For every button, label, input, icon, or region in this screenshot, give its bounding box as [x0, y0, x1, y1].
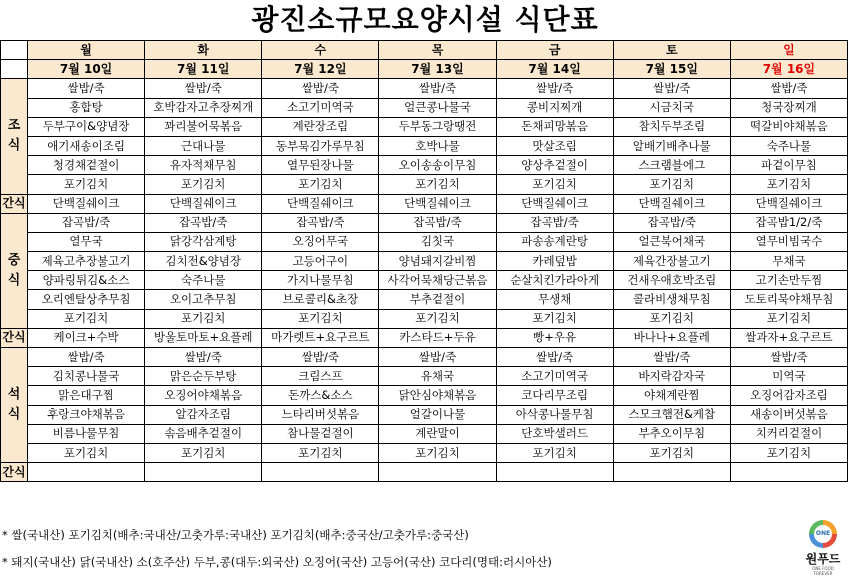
day-header: 금: [496, 41, 613, 60]
menu-cell: 무채국: [730, 252, 847, 271]
company-logo: [803, 520, 843, 576]
menu-cell: 포기김치: [730, 175, 847, 194]
snack-cell: [496, 463, 613, 482]
menu-cell: 계란장조림: [262, 117, 379, 136]
menu-cell: 포기김치: [379, 443, 496, 462]
meal-label-lunch: 중 식: [1, 213, 28, 328]
snack-cell: [613, 463, 730, 482]
menu-cell: 치커리겉절이: [730, 424, 847, 443]
menu-cell: 시금치국: [613, 98, 730, 117]
menu-cell: 김칫국: [379, 232, 496, 251]
menu-cell: 유채국: [379, 367, 496, 386]
menu-cell: 열무된장나물: [262, 156, 379, 175]
menu-cell: 유자적채무침: [145, 156, 262, 175]
menu-cell: 닭강각삼계탕: [145, 232, 262, 251]
snack-cell: 단백질쉐이크: [730, 194, 847, 213]
menu-cell: 김치콩나물국: [28, 367, 145, 386]
date-header: 7월 14일: [496, 60, 613, 79]
menu-cell: 포기김치: [730, 443, 847, 462]
menu-cell: 쌀밥/죽: [496, 348, 613, 367]
day-header: 목: [379, 41, 496, 60]
date-header: 7월 15일: [613, 60, 730, 79]
menu-cell: 가지나물무침: [262, 271, 379, 290]
menu-cell: 잡곡밥/죽: [496, 213, 613, 232]
menu-cell: 미역국: [730, 367, 847, 386]
menu-cell: 오징어감자조림: [730, 386, 847, 405]
menu-cell: 쌀밥/죽: [730, 348, 847, 367]
menu-cell: 떡갈비야채볶음: [730, 117, 847, 136]
snack-cell: [145, 463, 262, 482]
snack-cell: 쌀과자+요구르트: [730, 328, 847, 347]
menu-cell: 참치두부조림: [613, 117, 730, 136]
snack-cell: 바나나+요플레: [613, 328, 730, 347]
menu-cell: 포기김치: [145, 309, 262, 328]
menu-cell: 도토리묵야채무침: [730, 290, 847, 309]
menu-cell: 꽈리불어묵볶음: [145, 117, 262, 136]
menu-cell: 계란말이: [379, 424, 496, 443]
menu-cell: 열무비빔국수: [730, 232, 847, 251]
menu-cell: 오리엔탈상추무침: [28, 290, 145, 309]
date-header: 7월 13일: [379, 60, 496, 79]
snack-cell: 단백질쉐이크: [379, 194, 496, 213]
menu-cell: 야채계란찜: [613, 386, 730, 405]
menu-cell: 잡곡밥/죽: [379, 213, 496, 232]
menu-cell: 얼갈이나물: [379, 405, 496, 424]
menu-cell: 쌀밥/죽: [28, 348, 145, 367]
day-header: 토: [613, 41, 730, 60]
snack-cell: [379, 463, 496, 482]
menu-cell: 스크램블에그: [613, 156, 730, 175]
menu-cell: 포기김치: [28, 175, 145, 194]
header-corner: [1, 41, 28, 60]
menu-cell: 쌀밥/죽: [379, 79, 496, 98]
menu-cell: 호박감자고추장찌개: [145, 98, 262, 117]
menu-cell: 포기김치: [496, 443, 613, 462]
day-header: 수: [262, 41, 379, 60]
menu-cell: 부추겉절이: [379, 290, 496, 309]
menu-cell: 두부동그랑땡전: [379, 117, 496, 136]
menu-cell: 쌀밥/죽: [613, 79, 730, 98]
menu-cell: 쌀밥/죽: [262, 348, 379, 367]
menu-cell: 콩비지찌개: [496, 98, 613, 117]
menu-cell: 쌀밥/죽: [145, 348, 262, 367]
menu-cell: 포기김치: [262, 309, 379, 328]
menu-cell: 고기손만두찜: [730, 271, 847, 290]
menu-cell: 포기김치: [379, 309, 496, 328]
menu-cell: 쌀밥/죽: [145, 79, 262, 98]
menu-cell: 포기김치: [613, 443, 730, 462]
logo-ring-icon: [809, 520, 837, 548]
menu-cell: 오이고추무침: [145, 290, 262, 309]
menu-cell: 돈채피망볶음: [496, 117, 613, 136]
menu-cell: 쌀밥/죽: [730, 79, 847, 98]
menu-cell: 돈까스&소스: [262, 386, 379, 405]
menu-cell: 고등어구이: [262, 252, 379, 271]
origin-note-1: * 쌀(국내산) 포기김치(배추:국내산/고춧가루:국내산) 포기김치(배추:중국산/고춧가루:중국산): [2, 528, 469, 542]
menu-cell: 건새우애호박조림: [613, 271, 730, 290]
snack-cell: [730, 463, 847, 482]
menu-cell: 오이송송이무침: [379, 156, 496, 175]
menu-cell: 소고기미역국: [496, 367, 613, 386]
menu-cell: 단호박샐러드: [496, 424, 613, 443]
logo-ring-text: ONE: [814, 525, 832, 543]
menu-cell: 양념돼지갈비찜: [379, 252, 496, 271]
menu-cell: 맑은순두부탕: [145, 367, 262, 386]
menu-cell: 코다리무조림: [496, 386, 613, 405]
menu-cell: 느타리버섯볶음: [262, 405, 379, 424]
menu-cell: 숙주나물: [145, 271, 262, 290]
menu-cell: 잡곡밥/죽: [145, 213, 262, 232]
snack-cell: 빵+우유: [496, 328, 613, 347]
menu-cell: 포기김치: [496, 175, 613, 194]
menu-cell: 포기김치: [262, 175, 379, 194]
snack-cell: 방울토마토+요플레: [145, 328, 262, 347]
menu-cell: 스모크햄전&케찹: [613, 405, 730, 424]
day-header: 월: [28, 41, 145, 60]
menu-cell: 포기김치: [28, 443, 145, 462]
menu-cell: 잡곡밥/죽: [613, 213, 730, 232]
snack-cell: [262, 463, 379, 482]
snack-cell: 단백질쉐이크: [262, 194, 379, 213]
meal-label-breakfast: 조 식: [1, 79, 28, 194]
menu-cell: 사각어묵채당근볶음: [379, 271, 496, 290]
menu-cell: 알감자조림: [145, 405, 262, 424]
menu-cell: 쌀밥/죽: [28, 79, 145, 98]
menu-cell: 후랑크야채볶음: [28, 405, 145, 424]
menu-cell: 숙주나물: [730, 136, 847, 155]
menu-cell: 포기김치: [262, 443, 379, 462]
logo-name: 원푸드: [805, 552, 841, 566]
menu-cell: 바지락감자국: [613, 367, 730, 386]
snack-label: 간식: [1, 328, 28, 347]
menu-cell: 파겉이무침: [730, 156, 847, 175]
menu-cell: 새송이버섯볶음: [730, 405, 847, 424]
menu-cell: 제육간장불고기: [613, 252, 730, 271]
snack-cell: 단백질쉐이크: [613, 194, 730, 213]
menu-cell: 김치전&양념장: [145, 252, 262, 271]
menu-cell: 동부묵김가루무침: [262, 136, 379, 155]
menu-table: [0, 40, 848, 482]
menu-cell: 맛살조림: [496, 136, 613, 155]
snack-label: 간식: [1, 463, 28, 482]
snack-cell: 단백질쉐이크: [145, 194, 262, 213]
menu-cell: 쌀밥/죽: [496, 79, 613, 98]
date-corner: [1, 60, 28, 79]
menu-cell: 청경채겉절이: [28, 156, 145, 175]
origin-note-2: * 돼지(국내산) 닭(국내산) 소(호주산) 두부,콩(대두:외국산) 오징어(국산) 고등어(국산) 코다리(명태:러시아산): [2, 555, 552, 569]
logo-subtitle: ONE FOOD FOREVER: [812, 566, 834, 576]
menu-cell: 호박나물: [379, 136, 496, 155]
snack-cell: [28, 463, 145, 482]
date-header: 7월 10일: [28, 60, 145, 79]
menu-cell: 잡곡밥/죽: [262, 213, 379, 232]
menu-cell: 무생채: [496, 290, 613, 309]
menu-cell: 열무국: [28, 232, 145, 251]
menu-cell: 오징어무국: [262, 232, 379, 251]
menu-cell: 알배기배추나물: [613, 136, 730, 155]
menu-cell: 순살치킨가라아게: [496, 271, 613, 290]
menu-cell: 포기김치: [613, 175, 730, 194]
menu-cell: 크림스프: [262, 367, 379, 386]
date-header: 7월 12일: [262, 60, 379, 79]
date-header: 7월 11일: [145, 60, 262, 79]
menu-cell: 카레덮밥: [496, 252, 613, 271]
snack-cell: 단백질쉐이크: [496, 194, 613, 213]
menu-cell: 포기김치: [730, 309, 847, 328]
menu-cell: 콜라비생채무침: [613, 290, 730, 309]
menu-cell: 홍합탕: [28, 98, 145, 117]
menu-cell: 얼큰콩나물국: [379, 98, 496, 117]
menu-cell: 포기김치: [379, 175, 496, 194]
menu-cell: 포기김치: [28, 309, 145, 328]
menu-cell: 브로콜리&초장: [262, 290, 379, 309]
snack-cell: 단백질쉐이크: [28, 194, 145, 213]
menu-cell: 포기김치: [613, 309, 730, 328]
menu-cell: 양상추겉절이: [496, 156, 613, 175]
menu-cell: 맑은대구찜: [28, 386, 145, 405]
menu-cell: 쌀밥/죽: [379, 348, 496, 367]
menu-cell: 잡곡밥1/2/죽: [730, 213, 847, 232]
menu-cell: 청국장찌개: [730, 98, 847, 117]
snack-cell: 케이크+수박: [28, 328, 145, 347]
menu-cell: 쌀밥/죽: [613, 348, 730, 367]
menu-cell: 비름나물무침: [28, 424, 145, 443]
page-title: 광진소규모요양시설 식단표: [251, 3, 599, 36]
snack-cell: 카스타드+두유: [379, 328, 496, 347]
day-header: 일: [730, 41, 847, 60]
menu-cell: 솎음배추겉절이: [145, 424, 262, 443]
menu-cell: 참나물겉절이: [262, 424, 379, 443]
menu-cell: 포기김치: [496, 309, 613, 328]
menu-cell: 아삭콩나물무침: [496, 405, 613, 424]
menu-cell: 근대나물: [145, 136, 262, 155]
menu-cell: 잡곡밥/죽: [28, 213, 145, 232]
menu-cell: 양파링튀김&소스: [28, 271, 145, 290]
menu-cell: 소고기미역국: [262, 98, 379, 117]
menu-cell: 쌀밥/죽: [262, 79, 379, 98]
menu-cell: 오징어야채볶음: [145, 386, 262, 405]
meal-label-dinner: 석 식: [1, 348, 28, 463]
menu-cell: 애기새송이조림: [28, 136, 145, 155]
snack-label: 간식: [1, 194, 28, 213]
day-header: 화: [145, 41, 262, 60]
menu-cell: 포기김치: [145, 443, 262, 462]
menu-cell: 닭안심야채볶음: [379, 386, 496, 405]
menu-cell: 두부구이&양념장: [28, 117, 145, 136]
menu-cell: 제육고추장불고기: [28, 252, 145, 271]
date-header: 7월 16일: [730, 60, 847, 79]
menu-cell: 포기김치: [145, 175, 262, 194]
menu-cell: 부추오이무침: [613, 424, 730, 443]
menu-cell: 얼큰북어채국: [613, 232, 730, 251]
menu-cell: 파송송계란탕: [496, 232, 613, 251]
snack-cell: 마가렛트+요구르트: [262, 328, 379, 347]
